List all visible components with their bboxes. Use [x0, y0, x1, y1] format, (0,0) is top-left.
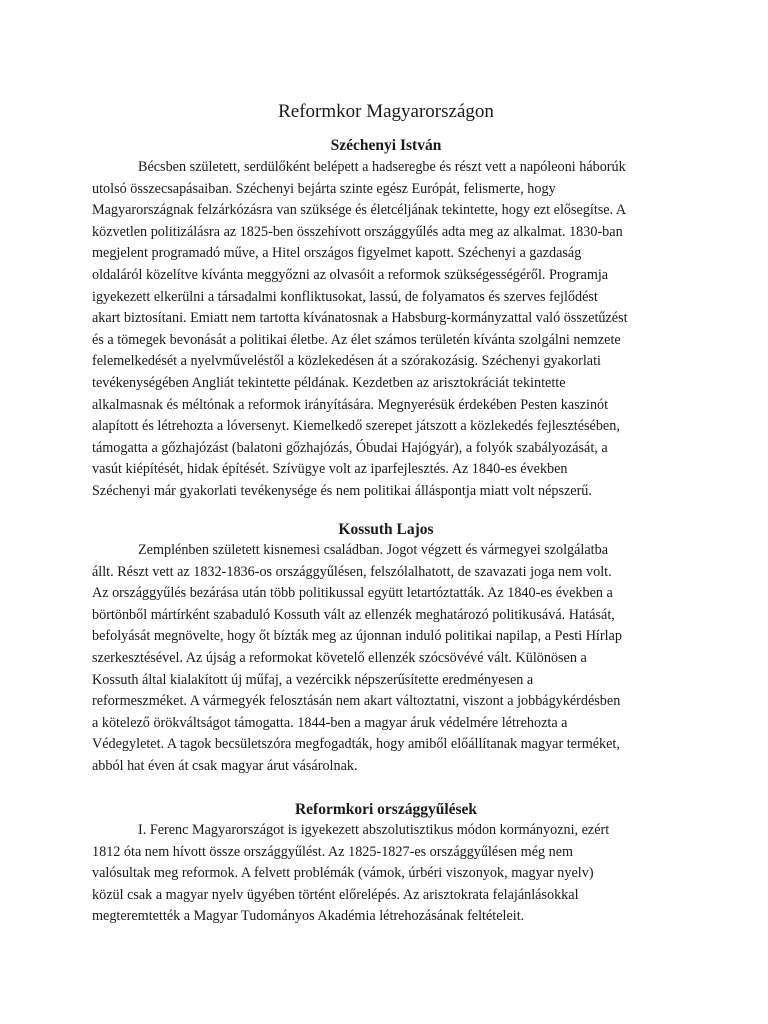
- paragraph-line: 1812 óta nem hívott össze országgyűlést. Az 1825-1827-es országgyűlésen még nem: [92, 843, 574, 860]
- paragraph-line: megjelent programadó műve, a Hitel országos figyelmet kapott. Széchenyi a gazdaság: [92, 245, 582, 262]
- paragraph-line: akart biztosítani. Emiatt nem tartotta kívánatosnak a Habsburg-kormányzattal való összetűzést: [92, 310, 628, 327]
- paragraph-line: állt. Részt vett az 1832-1836-os országgyűlésen, felszólalhatott, de szavazati joga nem volt.: [92, 563, 612, 580]
- paragraph-line: Magyarországnak felzárkózásra van szüksége és életcéljának tekintette, hogy ezt elősegítse. A: [92, 202, 627, 219]
- paragraph-line: közvetlen politizálásra az 1825-ben összehívott országgyűlés adta meg az alkalmat. 1830-ban: [92, 223, 623, 240]
- section-heading-szechenyi: Széchenyi István: [330, 136, 442, 154]
- paragraph-line: abból hat éven át csak magyar árut vásárolnak.: [92, 757, 358, 774]
- paragraph-line: megteremtették a Magyar Tudományos Akadémia létrehozásának feltételeit.: [92, 908, 525, 925]
- paragraph-line: felemelkedését a nyelvműveléstől a közlekedésen át a szórakozásig. Széchenyi gyakorlati: [92, 353, 601, 370]
- paragraph-line: vasút kiépítését, hidak építését. Szívügye volt az iparfejlesztés. Az 1840-es években: [92, 461, 568, 478]
- paragraph-line: támogatta a gőzhajózást (balatoni gőzhajózás, Óbudai Hajógyár), a folyók szabályozását, a: [92, 439, 608, 456]
- paragraph-line: reformeszméket. A vármegyék felosztásán nem akart változtatni, viszont a jobbágykérdésben: [92, 693, 621, 710]
- paragraph-line: oldaláról közelítve kívánta meggyőzni az olvasóit a reformok szükségességéről. Programja: [92, 266, 609, 283]
- paragraph-line: Széchenyi már gyakorlati tevékenysége és nem politikai álláspontja miatt volt népszerű.: [92, 482, 592, 499]
- paragraph-line: Bécsben született, serdülőként belépett a hadseregbe és részt vett a napóleoni háborúk: [138, 159, 626, 175]
- section-heading-orszaggyulesek: Reformkori országgyűlések: [294, 800, 478, 818]
- paragraph-line: tevékenységében Angliát tekintette példának. Kezdetben az arisztokráciát tekintette: [92, 374, 566, 391]
- paragraph-line: valósultak meg reformok. A felvett problémák (vámok, úrbéri viszonyok, magyar nyelv): [92, 865, 594, 882]
- paragraph-line: alapított és létrehozta a lóversenyt. Kiemelkedő szerepet játszott a közlekedés fejlesztésében,: [92, 418, 620, 435]
- paragraph-line: a kötelező örökváltságot támogatta. 1844-ben a magyar áruk védelmére létrehozta a: [92, 714, 568, 731]
- section-paragraph-szechenyi: [92, 157, 680, 503]
- paragraph-line: szerkesztésével. Az újság a reformokat követelő ellenzék szócsövévé vált. Különösen a: [92, 649, 587, 666]
- paragraph-line: Az országgyűlés bezárása után több politikussal együtt letartóztatták. Az 1840-es években a: [92, 585, 613, 602]
- paragraph-line: igyekezett elkerülni a társadalmi konfliktusokat, lassú, de folyamatos és szerves fejlődést: [92, 288, 598, 305]
- document-title: Reformkor Magyarországon: [278, 100, 494, 122]
- paragraph-line: Kossuth által kialakított új műfaj, a vezércikk népszerűsítette eredményesen a: [92, 671, 534, 688]
- paragraph-line: Védegyletet. A tagok becsületszóra megfogadták, hogy amiből előállítanak magyar terméket,: [92, 736, 620, 753]
- paragraph-line: és a tömegek bevonását a politikai életbe. Az élet számos területén kívánta szolgálni nemzete: [92, 331, 621, 348]
- paragraph-line: Zemplénben született kisnemesi családban. Jogot végzett és vármegyei szolgálatba: [138, 542, 608, 558]
- paragraph-line: közül csak a magyar nyelv ügyében történt előrelépés. Az arisztokrata felajánlásokkal: [92, 886, 579, 903]
- paragraph-line: börtönből mártírként szabaduló Kossuth vált az ellenzék meghatározó politikusává. Hatását,: [92, 606, 615, 623]
- section-heading-kossuth: Kossuth Lajos: [338, 520, 434, 538]
- paragraph-line: befolyását megnövelte, hogy őt bízták meg az újonnan induló politikai napilap, a Pesti Hírlap: [92, 628, 622, 645]
- section-paragraph-kossuth: [92, 540, 680, 778]
- section-paragraph-orszaggyulesek: [92, 820, 680, 928]
- paragraph-line: utolsó összecsapásaiban. Széchenyi bejárta szinte egész Európát, felismerte, hogy: [92, 180, 556, 197]
- paragraph-line: I. Ferenc Magyarországot is igyekezett abszolutisztikus módon kormányozni, ezért: [138, 822, 610, 838]
- paragraph-line: alkalmasnak és méltónak a reformok irányítására. Megnyerésük érdekében Pesten kaszinót: [92, 396, 609, 413]
